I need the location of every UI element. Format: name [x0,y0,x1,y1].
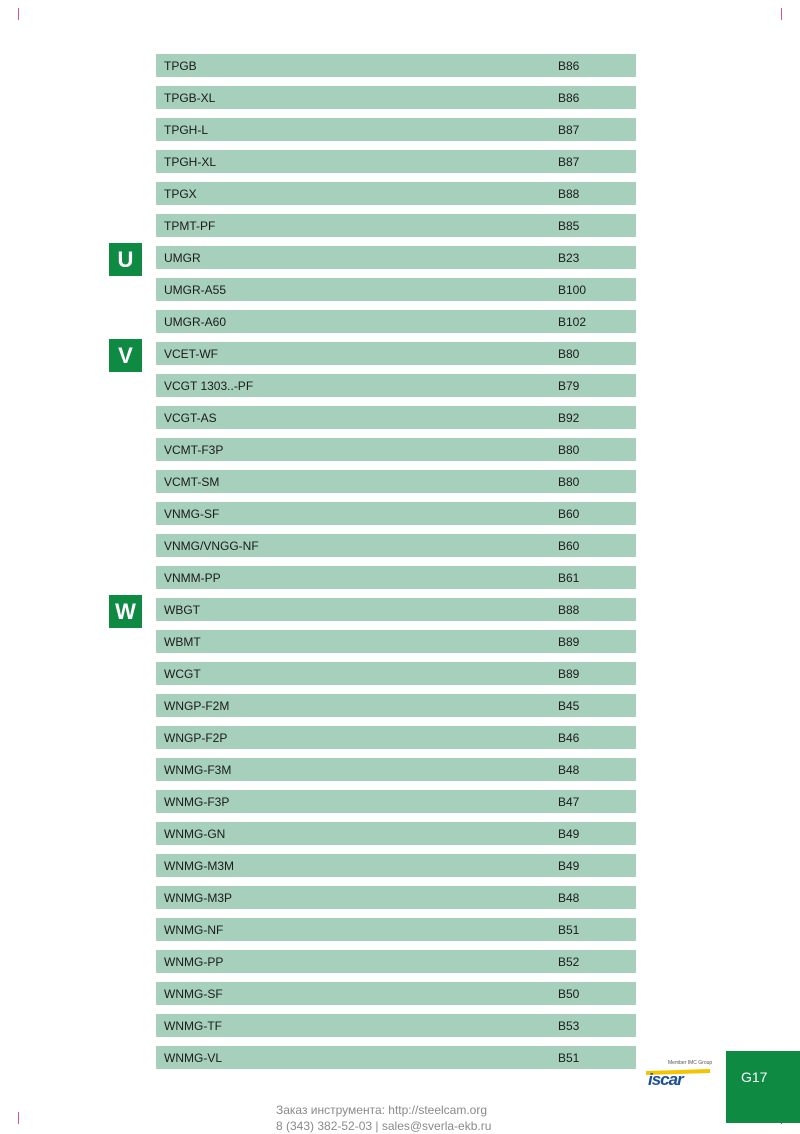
section-letter-v: V [109,339,142,372]
page-reference: B86 [558,91,580,105]
page-reference: B89 [558,667,580,681]
table-row [156,662,636,685]
table-row [156,342,636,365]
page-reference: B53 [558,1019,580,1033]
table-row [156,822,636,845]
table-row [156,54,636,77]
table-row [156,1046,636,1069]
page-reference: B60 [558,507,580,521]
page-reference: B88 [558,603,580,617]
table-row [156,374,636,397]
table-row [156,310,636,333]
insert-code: VCMT-F3P [164,443,224,457]
page-reference: B51 [558,1051,580,1065]
table-row [156,694,636,717]
insert-code: TPGB-XL [164,91,216,105]
page-reference: B85 [558,219,580,233]
section-letter-w: W [109,595,142,628]
logo-member-text: Member IMC Group [668,1060,713,1066]
page-reference: B47 [558,795,580,809]
insert-code: WNMG-PP [164,955,224,969]
page-reference: B49 [558,827,580,841]
footer-order-line: Заказ инструмента: http://steelcam.org [276,1103,488,1117]
insert-code: VCGT-AS [164,411,217,425]
page-tab [726,1051,800,1123]
section-letter-u: U [109,243,142,276]
insert-code: WNMG-NF [164,923,224,937]
table-row [156,214,636,237]
insert-code: WBMT [164,635,201,649]
insert-code: TPGB [164,59,197,73]
page-reference: B80 [558,443,580,457]
table-row [156,598,636,621]
page-reference: B49 [558,859,580,873]
table-row [156,86,636,109]
table-row [156,246,636,269]
footer-contact [276,1102,491,1134]
index-table [156,54,636,1078]
page-reference: B61 [558,571,580,585]
page-reference: B23 [558,251,580,265]
insert-code: WNGP-F2P [164,731,228,745]
table-row [156,278,636,301]
insert-code: VNMG-SF [164,507,220,521]
table-row [156,630,636,653]
insert-code: UMGR-A60 [164,315,227,329]
page-reference: B86 [558,59,580,73]
page-reference: B92 [558,411,580,425]
page-reference: B45 [558,699,580,713]
table-row [156,438,636,461]
insert-code: WNMG-SF [164,987,223,1001]
insert-code: TPGH-XL [164,155,217,169]
insert-code: VNMM-PP [164,571,221,585]
page-reference: B79 [558,379,580,393]
page-reference: B89 [558,635,580,649]
crop-mark-bottom-left [18,1112,19,1124]
insert-code: WNMG-M3M [164,859,234,873]
page-reference: B80 [558,475,580,489]
insert-code: VCGT 1303..-PF [164,379,254,393]
iscar-logo [646,1060,713,1088]
page-reference: B60 [558,539,580,553]
footer-phone-email-line: 8 (343) 382-52-03 | sales@sverla-ekb.ru [276,1119,492,1133]
page-reference: B51 [558,923,580,937]
table-row [156,918,636,941]
table-row [156,886,636,909]
insert-code: WNMG-TF [164,1019,222,1033]
page-reference: B87 [558,155,580,169]
table-row [156,150,636,173]
table-row [156,982,636,1005]
table-row [156,1014,636,1037]
insert-code: WNMG-F3M [164,763,232,777]
page-reference: B48 [558,891,580,905]
insert-code: VCET-WF [164,347,218,361]
page-reference: B50 [558,987,580,1001]
table-row [156,118,636,141]
table-row [156,726,636,749]
insert-code: UMGR [164,251,201,265]
insert-code: WNGP-F2M [164,699,230,713]
page-reference: B46 [558,731,580,745]
table-row [156,470,636,493]
insert-code: WNMG-F3P [164,795,230,809]
table-row [156,950,636,973]
insert-code: TPGX [164,187,197,201]
insert-code: WCGT [164,667,201,681]
table-row [156,406,636,429]
table-row [156,790,636,813]
crop-mark-top-right [781,8,782,20]
page-number: G17 [741,1069,768,1085]
table-row [156,854,636,877]
table-row [156,534,636,557]
page-reference: B87 [558,123,580,137]
insert-code: VNMG/VNGG-NF [164,539,259,553]
page-reference: B88 [558,187,580,201]
insert-code: WNMG-GN [164,827,226,841]
page-reference: B102 [558,315,587,329]
iscar-logo-icon [646,1065,710,1087]
page-reference: B100 [558,283,587,297]
insert-code: TPMT-PF [164,219,216,233]
page-reference: B52 [558,955,580,969]
insert-code: UMGR-A55 [164,283,227,297]
page-reference: B80 [558,347,580,361]
table-row [156,502,636,525]
insert-code: TPGH-L [164,123,209,137]
crop-mark-top-left [18,8,19,20]
svg-text:iscar: iscar [648,1070,683,1087]
table-row [156,182,636,205]
insert-code: WNMG-M3P [164,891,232,905]
insert-code: WNMG-VL [164,1051,222,1065]
table-row [156,566,636,589]
insert-code: VCMT-SM [164,475,220,489]
page-reference: B48 [558,763,580,777]
table-row [156,758,636,781]
insert-code: WBGT [164,603,200,617]
